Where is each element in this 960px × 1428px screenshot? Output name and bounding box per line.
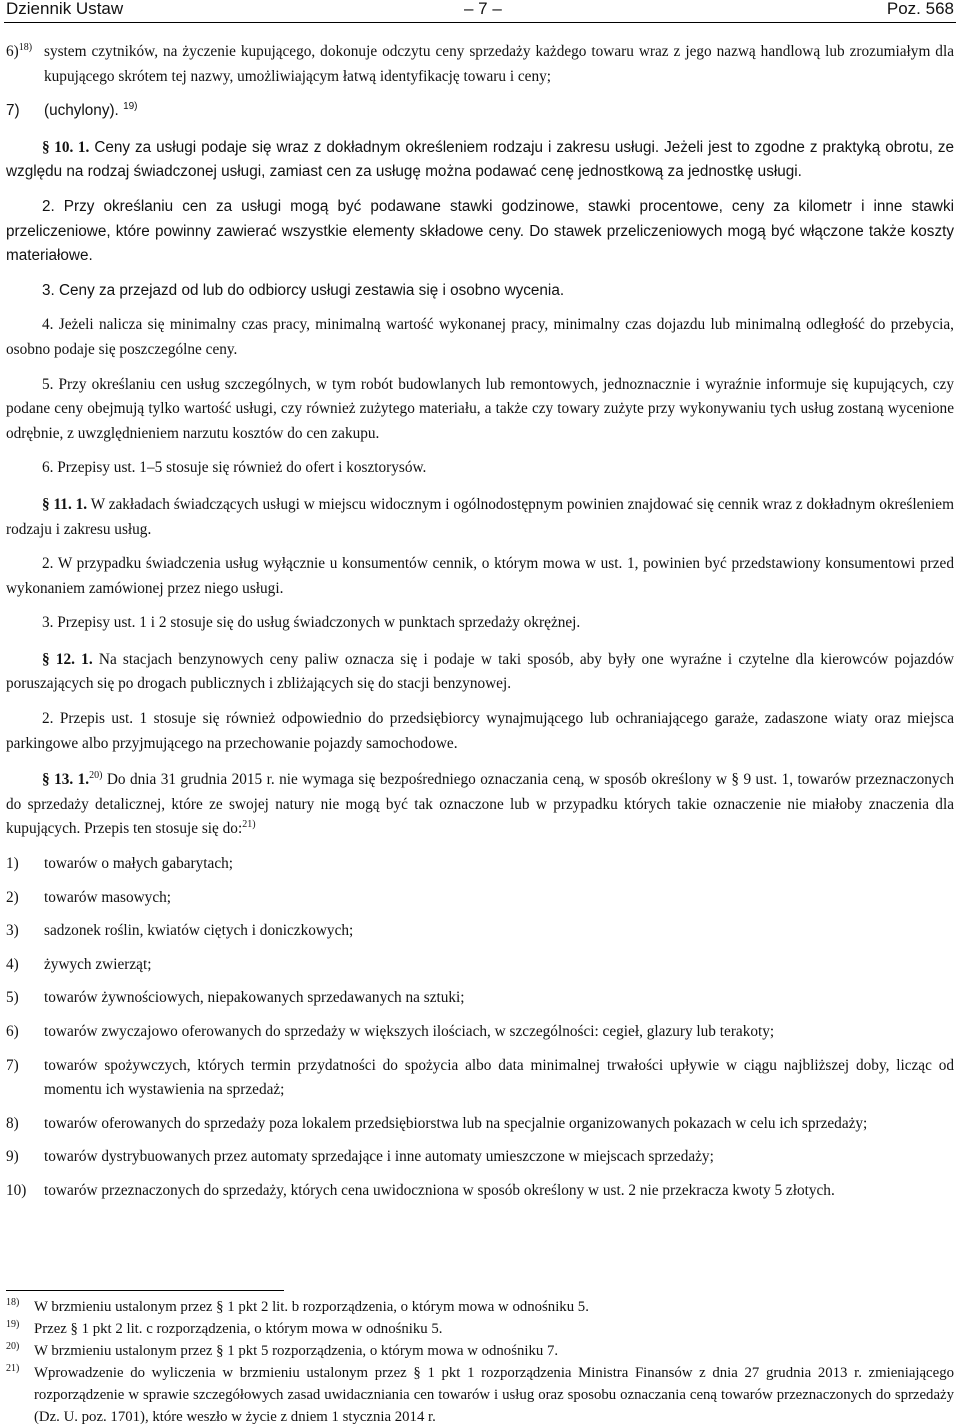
list-item — [6, 1054, 954, 1103]
footnote-ref: 19) — [123, 101, 138, 113]
section-10-para-1 — [6, 136, 954, 185]
item-number: 4) — [6, 955, 19, 973]
footnote — [6, 1296, 954, 1318]
list-item — [6, 1112, 954, 1137]
item-number: 3) — [6, 922, 19, 940]
list-item — [6, 986, 954, 1011]
list-item-7 — [6, 99, 954, 124]
footnote-text: W brzmieniu ustalonym przez § 1 pkt 2 lit. b rozporządzenia, o którym mowa w odnośniku 5. — [34, 1299, 589, 1315]
section-10-para-3: 3. Ceny za przejazd od lub do odbiorcy usługi zestawia się i osobno wycenia. — [42, 281, 565, 299]
footnote — [6, 1340, 954, 1362]
footnotes — [6, 1296, 954, 1428]
item-text: towarów dystrybuowanych przez automaty sprzedające i inne automaty umieszczone w miejscach sprzedaży; — [44, 1148, 714, 1166]
footnote-divider — [6, 1290, 284, 1291]
position-number: Poz. 568 — [886, 0, 954, 18]
footnote-text: W brzmieniu ustalonym przez § 1 pkt 5 rozporządzenia, o którym mowa w odnośniku 7. — [34, 1343, 559, 1359]
item-text: żywych zwierząt; — [44, 955, 152, 973]
item-number: 1) — [6, 855, 19, 873]
footnote-ref: 20) — [89, 770, 103, 782]
item-text: sadzonek roślin, kwiatów ciętych i doniczkowych; — [44, 922, 354, 940]
item-text: towarów o małych gabarytach; — [44, 855, 234, 873]
list-item — [6, 919, 954, 944]
footnote-text: Wprowadzenie do wyliczenia w brzmieniu ustalonym przez § 1 pkt 1 rozporządzenia Ministra Finansów z dnia 27 grudnia 2013 r. zmieniającego rozporządzenie w sprawie szczegółowych zasad uwidaczniania cen towarów i usług oraz sposobu oznaczania ceną towarów przeznaczonych do sprzedaży (Dz. U. poz. 1701), które weszło w życie z dniem 1 stycznia 2014 r. — [34, 1365, 954, 1425]
section-13-list — [6, 852, 954, 1204]
footnote-mark: 20) — [6, 1341, 20, 1352]
item-number: 2) — [6, 888, 19, 906]
item-text: towarów żywnościowych, niepakowanych sprzedawanych na sztuki; — [44, 989, 465, 1007]
list-item-6 — [6, 40, 954, 89]
journal-title: Dziennik Ustaw — [6, 0, 124, 18]
page-number: – 7 – — [464, 0, 502, 18]
footnote-mark: 21) — [6, 1363, 20, 1374]
section-12-para-2: 2. Przepis ust. 1 stosuje się również odpowiednio do przedsiębiorcy wynajmującego lub ochraniającego garaże, zadaszone wiaty oraz miejsca parkingowe albo przyjmującego na przechowanie pojazdy samochodowe. — [6, 710, 954, 752]
section-label: § 13. 1. — [42, 771, 90, 789]
item-number: 8) — [6, 1114, 19, 1132]
item-number: 9) — [6, 1148, 19, 1166]
footnote-mark: 18) — [6, 1297, 20, 1308]
item-text: towarów oferowanych do sprzedaży poza lokalem przedsiębiorstwa lub na specjalnie organizowanych pokazach w celu ich sprzedaży; — [44, 1114, 868, 1132]
list-item — [6, 852, 954, 877]
item-text: towarów przeznaczonych do sprzedaży, których cena uwidoczniona w sposób określony w ust. 2 nie przekracza kwoty 5 złotych. — [44, 1181, 835, 1199]
item-text: (uchylony). — [44, 102, 119, 120]
list-item — [6, 953, 954, 978]
section-13-para-1 — [6, 768, 954, 842]
page-header — [0, 0, 960, 22]
list-item — [6, 1020, 954, 1045]
paragraph-text: W zakładach świadczących usługi w miejscu widocznym i ogólnodostępnym powinien znajdować się cennik wraz z dokładnym określeniem rodzaju i zakresu usług. — [6, 495, 954, 538]
item-number: 7) — [6, 1056, 19, 1074]
header-divider — [4, 22, 956, 23]
section-11-para-3: 3. Przepisy ust. 1 i 2 stosuje się do usług świadczonych w punktach sprzedaży okrężnej. — [42, 614, 581, 632]
section-11-para-1 — [6, 493, 954, 542]
item-text: towarów spożywczych, których termin przydatności do spożycia albo data minimalnej trwałości upływie w ciągu najbliższej doby, licząc od momentu ich wystawienia na sprzedaż; — [44, 1056, 954, 1099]
item-number: 7) — [6, 102, 20, 120]
list-item — [6, 1179, 954, 1204]
footnote — [6, 1318, 954, 1340]
list-item — [6, 886, 954, 911]
footnote-text: Przez § 1 pkt 2 lit. c rozporządzenia, o którym mowa w odnośniku 5. — [34, 1321, 443, 1337]
item-text: towarów zwyczajowo oferowanych do sprzedaży w większych ilościach, w szczególności: cegieł, glazury lub terakoty; — [44, 1023, 775, 1040]
section-10-para-2: 2. Przy określaniu cen za usługi mogą być podawane stawki godzinowe, stawki procentowe, ceny za kilometr i inne stawki przeliczeniowe, które powinny zawierać wszystkie elementy składowe ceny. Do stawek przeliczeniowych mogą być włączone także koszty materiałowe. — [6, 197, 954, 265]
section-10-para-6: 6. Przepisy ust. 1–5 stosuje się również do ofert i kosztorysów. — [42, 459, 427, 477]
list-item — [6, 1145, 954, 1170]
footnote-ref: 21) — [242, 819, 256, 831]
section-12-para-1 — [6, 648, 954, 697]
section-label: § 11. 1. — [42, 495, 88, 513]
section-10 — [6, 136, 954, 304]
paragraph-text: Do dnia 31 grudnia 2015 r. nie wymaga się bezpośredniego oznaczania ceną, w sposób określony w § 9 ust. 1, towarów przeznaczonych do sprzedaży detalicznej, które ze swojej natury nie mogą być tak oznaczone lub w przypadku których takie oznaczenie nie miałoby znaczenia dla kupujących. Przepis ten stosuje się do: — [6, 771, 954, 838]
section-11-para-2: 2. W przypadku świadczenia usług wyłącznie u konsumentów cennik, o którym mowa w ust. 1, powinien być przedstawiony konsumentowi przed wykonaniem zamówionej przez niego usługi. — [6, 555, 954, 597]
footnote — [6, 1362, 954, 1428]
item-number: 10) — [6, 1181, 27, 1199]
item-number: 5) — [6, 989, 19, 1007]
section-10-para-5: 5. Przy określaniu cen usług szczególnych, w tym robót budowlanych lub remontowych, jednoznacznie i wyraźnie informuje się kupujących, czy podane ceny obejmują tylko wartość usługi, czy również zużytego materiału, a także czy towary zużyte przy wykonywaniu tych usług zostaną wycenione odrębnie, z uwzględnieniem narzutu kosztów do cen zakupu. — [6, 375, 954, 442]
section-label: § 10. 1. — [42, 138, 90, 156]
footnote-ref: 18) — [18, 41, 33, 53]
item-text: towarów masowych; — [44, 888, 172, 906]
section-10-para-4: 4. Jeżeli nalicza się minimalny czas pracy, minimalną wartość wykonanej pracy, minimalny czas dojazdu lub minimalną odległość do przebycia, osobno podaje się poszczególne ceny. — [6, 316, 954, 358]
item-number: 6) — [6, 43, 19, 60]
paragraph-text: Ceny za usługi podaje się wraz z dokładnym określeniem rodzaju i zakresu usługi. Jeżeli jest to zgodne z praktyką obrotu, ze względu na rodzaj świadczonej usługi, zamiast cen za usługę można podawać cenę jednostkową za jednostkę usługi. — [6, 138, 955, 181]
section-label: § 12. 1. — [42, 650, 93, 668]
document-body — [6, 40, 954, 1213]
paragraph-text: Na stacjach benzynowych ceny paliw oznacza się i podaje w taki sposób, aby były one wyraźne i czytelne dla kierowców pojazdów poruszających się po drogach publicznych i zbliżających się do stacji benzynowej. — [6, 650, 955, 693]
item-number: 6) — [6, 1023, 19, 1040]
footnote-mark: 19) — [6, 1319, 20, 1330]
item-text: system czytników, na życzenie kupującego, dokonuje odczytu ceny sprzedaży każdego towaru wraz z jego nazwą handlową lub zrozumiałym dla kupującego skrótem tej nazwy, umożliwiającym łatwą identyfikację towaru i ceny; — [44, 43, 954, 85]
